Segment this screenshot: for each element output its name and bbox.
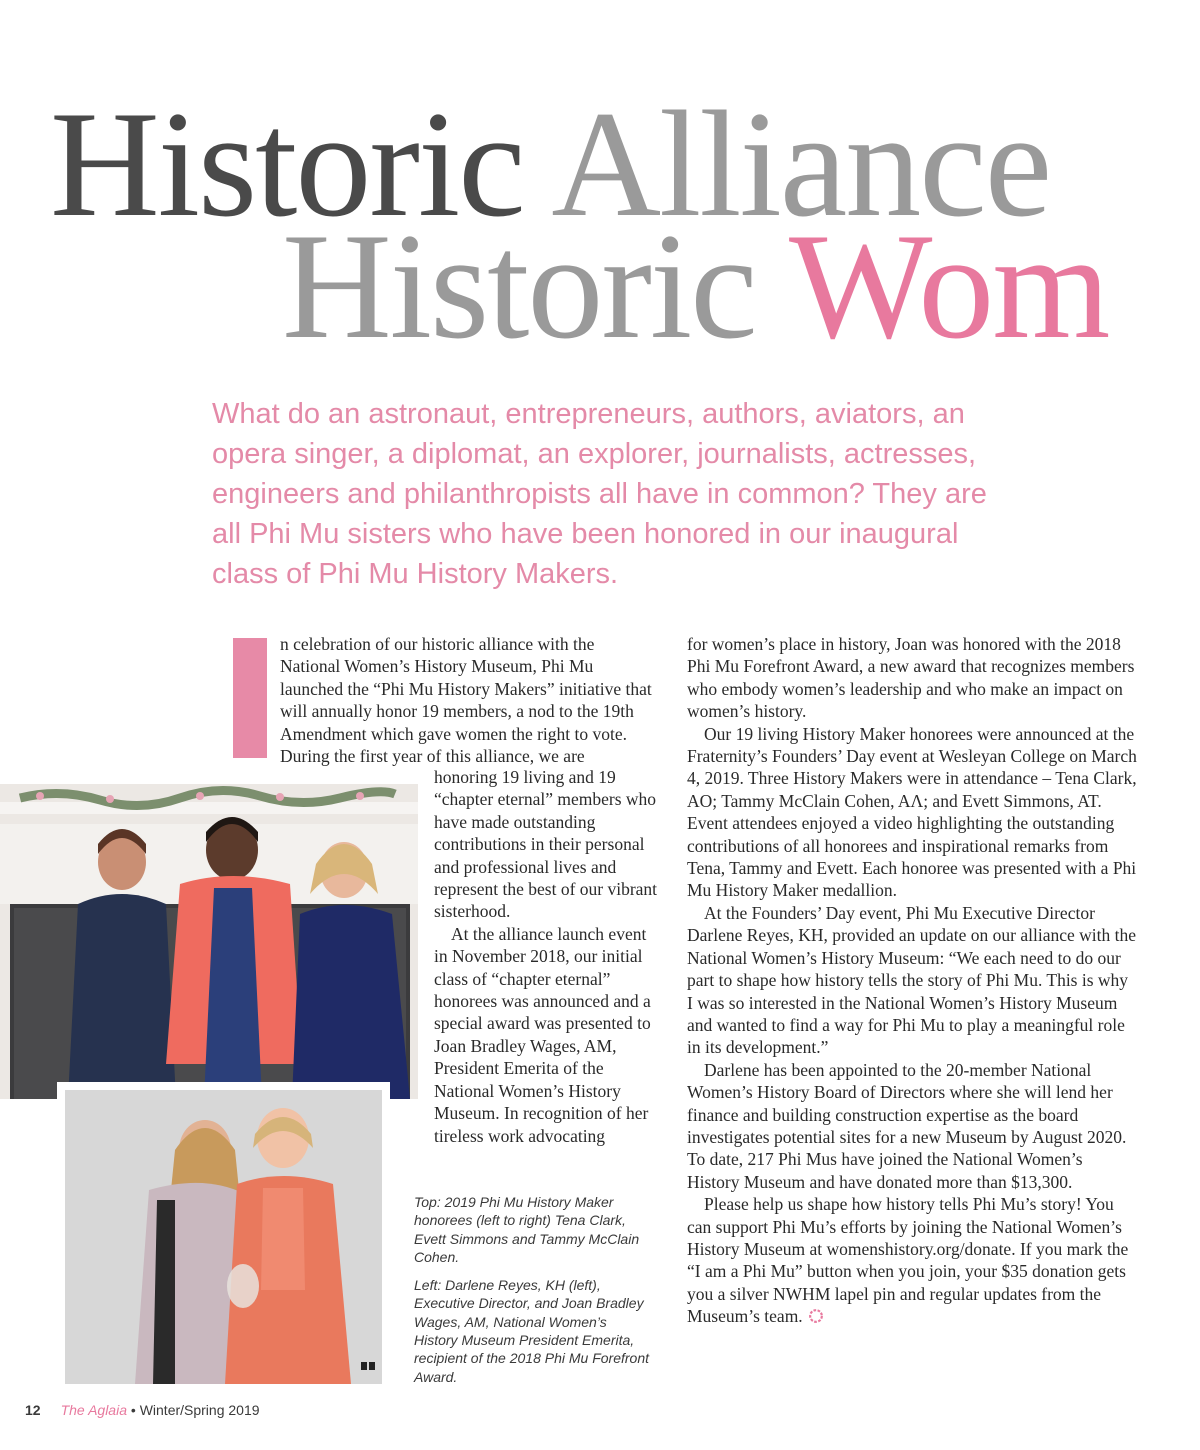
magazine-name: The Aglaia xyxy=(60,1402,127,1418)
footer-separator: • xyxy=(127,1402,140,1418)
body-paragraph: n celebration of our historic alliance with the National Women’s History Museum, Phi Mu launched the “Phi Mu History Makers” initiative that will annually honor 19 members, a nod to the 19th Amendment which gave women the right to vote. During the first year of this alliance, we are xyxy=(280,634,652,767)
headline-line-2 xyxy=(282,202,1109,370)
honorees-illustration xyxy=(0,784,418,1099)
issue-label: Winter/Spring 2019 xyxy=(139,1402,260,1418)
closing-text: Please help us shape how history tells Phi Mu’s story! You can support Phi Mu’s efforts by joining the National Women’s History Museum at womenshistory.org/donate. If you mark the “I am a Phi Mu” button when you join, your $35 donation gets you a silver NWHM lapel pin and regular updates from the Museum’s team. xyxy=(687,1194,1129,1327)
drop-cap xyxy=(233,638,267,758)
caption-top: Top: 2019 Phi Mu History Maker honorees (left to right) Tena Clark, Evett Simmons and Tammy McClain Cohen. xyxy=(414,1194,640,1265)
headline-word-alliance: Alliance xyxy=(551,80,1051,248)
headline-word-historic-2: Historic xyxy=(282,202,756,370)
photo-captions xyxy=(414,1193,654,1396)
award-illustration xyxy=(65,1090,382,1384)
column-2 xyxy=(687,633,1137,1328)
column-1-bottom xyxy=(434,766,658,1147)
intro-paragraph: What do an astronaut, entrepreneurs, authors, aviators, an opera singer, a diplomat, an explorer, journalists, actresses, engineers and philanthropists all have in common? They are all Phi Mu sisters who have been honored in our inaugural class of Phi Mu History Makers. xyxy=(212,398,987,590)
column-1-top xyxy=(280,633,656,767)
award-photo-inner xyxy=(65,1090,382,1384)
body-paragraph: At the Founders’ Day event, Phi Mu Executive Director Darlene Reyes, KH, provided an update on our alliance with the National Women’s History Museum: “We each need to do our part to shape how history tells the story of Phi Mu. This is why I was so interested in the National Women’s History Museum and wanted to find a way for Phi Mu to play a meaningful role in its development.” xyxy=(687,902,1137,1058)
body-paragraph: At the alliance launch event in November 2018, our initial class of “chapter eternal” honorees was announced and a special award was presented to Joan Bradley Wages, AM, President Emerita of the National Women’s History Museum. In recognition of her tireless work advocating xyxy=(434,923,651,1146)
body-paragraph: for women’s place in history, Joan was honored with the 2018 Phi Mu Forefront Award, a new award that recognizes members who embody women’s leadership and who make an impact on women’s history. xyxy=(687,634,1135,722)
flower-end-mark-icon xyxy=(807,1307,825,1325)
body-paragraph: Our 19 living History Maker honorees were announced at the Fraternity’s Founders’ Day event at Wesleyan College on March 4, 2019. Three History Makers were in attendance – Tena Clark, AO; Tammy McClain Cohen, AΛ; and Evett Simmons, AT. Event attendees enjoyed a video highlighting the outstanding contributions of all honorees and inspirational remarks from Tena, Tammy and Evett. Each honoree was presented with a Phi Mu History Maker medallion. xyxy=(687,723,1137,901)
headline-word-women: Wom xyxy=(788,202,1109,370)
body-paragraph: honoring 19 living and 19 “chapter eternal” members who have made outstanding contributions in their personal and professional lives and represent the best of our vibrant sisterhood. xyxy=(434,767,658,922)
award-photo xyxy=(57,1082,390,1392)
honorees-photo xyxy=(0,784,418,1099)
body-paragraph: Darlene has been appointed to the 20-member National Women’s History Board of Directors where she will lend her finance and building construction expertise as the board investigates potential sites for a new Museum by August 2020. To date, 217 Phi Mus have joined the National Women’s History Museum and have donated more than $13,300. xyxy=(687,1059,1127,1192)
caption-left: Left: Darlene Reyes, KH (left), Executive Director, and Joan Bradley Wages, AM, National Women’s History Museum President Emerita, recipient of the 2018 Phi Mu Forefront Award. xyxy=(414,1277,650,1385)
page-footer xyxy=(25,1402,260,1418)
body-paragraph xyxy=(687,1193,1137,1327)
headline-word-historic: Historic xyxy=(50,80,524,248)
page-number: 12 xyxy=(25,1402,41,1418)
